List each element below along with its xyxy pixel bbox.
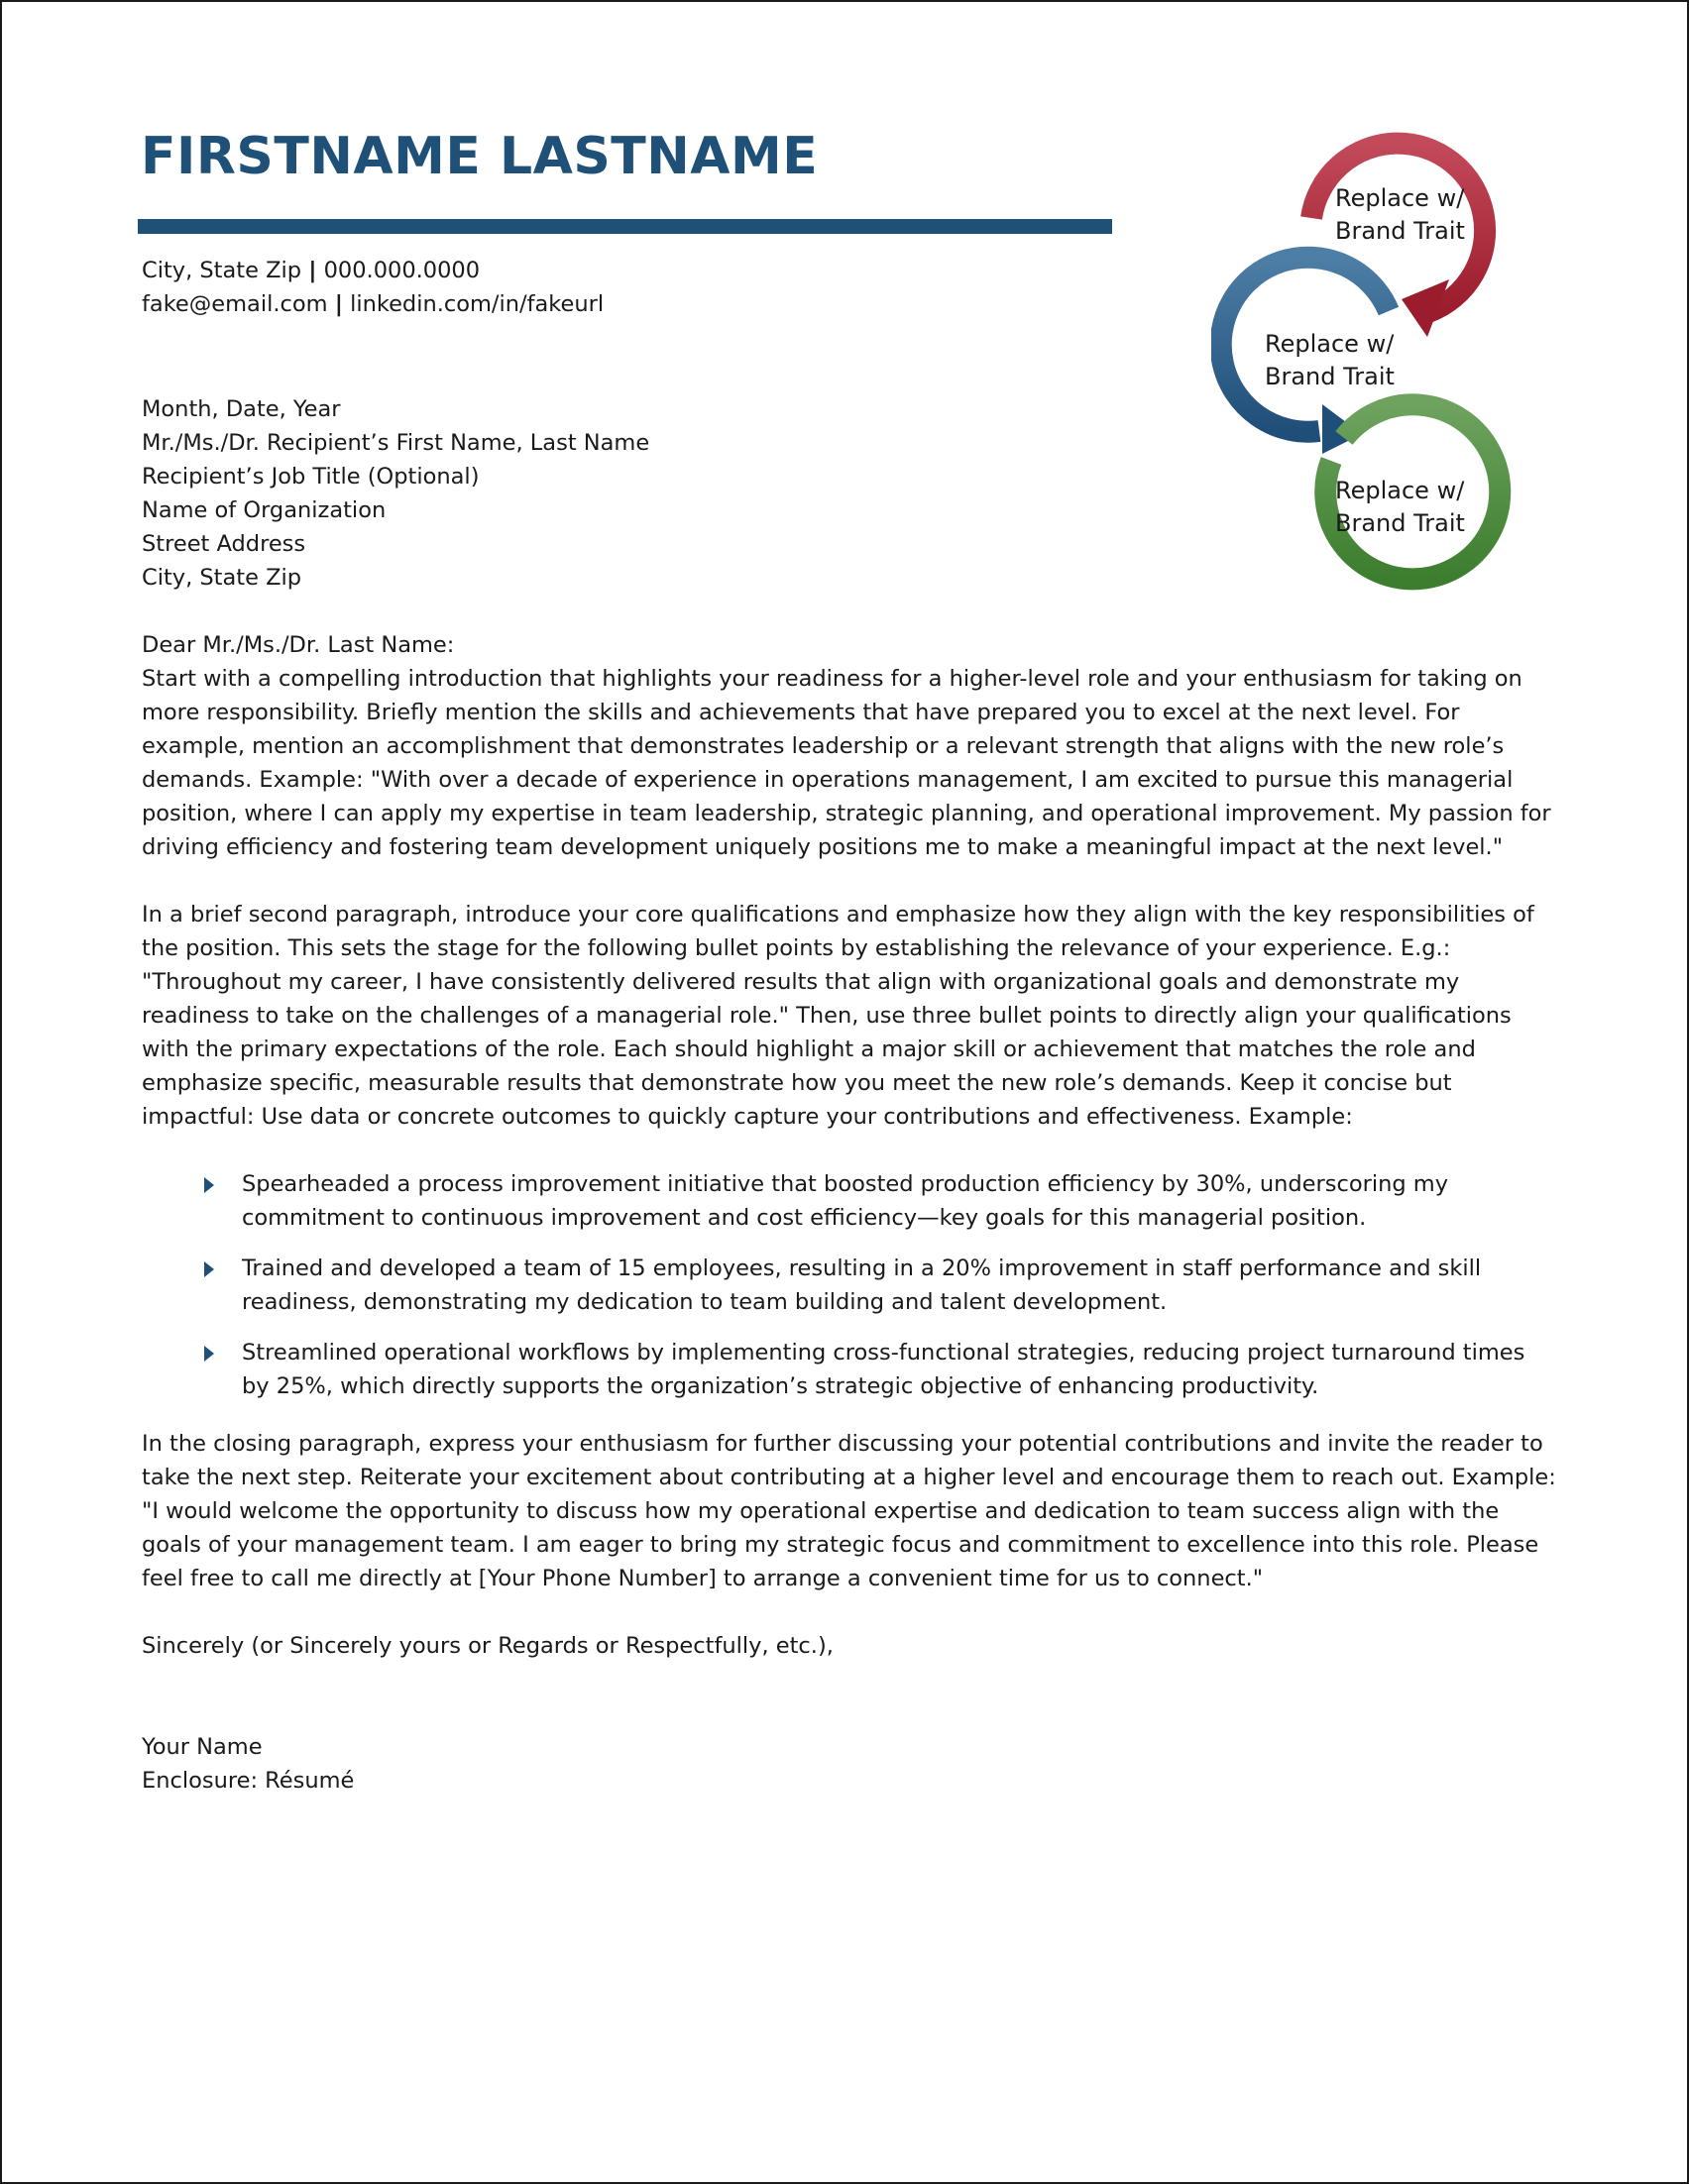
- paragraph-line: driving efficiency and fostering team development uniquely positions me to make a meaningful impact at the next level.": [142, 834, 1504, 860]
- bullet-item: [142, 1167, 1559, 1235]
- brand-trait-label-3: [1335, 475, 1465, 540]
- enclosure-note: Enclosure: Résumé: [142, 1768, 355, 1794]
- contact-separator: |: [334, 291, 343, 317]
- paragraph-line: In a brief second paragraph, introduce your core qualifications and emphasize how they align with the key responsibilities of: [142, 902, 1534, 928]
- paragraph-line: take the next step. Reiterate your excitement about contributing at a higher level and encourage them to reach out. Example:: [142, 1465, 1556, 1490]
- paragraph-line: goals of your management team. I am eager to bring my strategic focus and commitment to excellence into this role. Please: [142, 1532, 1539, 1558]
- triangle-bullet-icon: [204, 1346, 214, 1362]
- bullet-line: Streamlined operational workflows by implementing cross-functional strategies, reducing project turnaround times: [242, 1340, 1525, 1365]
- letter-date: Month, Date, Year: [142, 396, 341, 422]
- closing-salutation: Sincerely (or Sincerely yours or Regards or Respectfully, etc.),: [142, 1633, 834, 1659]
- paragraph-line: demands. Example: "With over a decade of experience in operations management, I am excited to pursue this managerial: [142, 767, 1514, 793]
- brand-trait-label-2: [1265, 328, 1395, 393]
- signature-block: [142, 1730, 1559, 1798]
- paragraph-line: with the primary expectations of the role. Each should highlight a major skill or achievement that matches the role and: [142, 1037, 1476, 1062]
- bullet-line: readiness, demonstrating my dedication to team building and talent development.: [242, 1289, 1168, 1315]
- contact-line-2: [142, 287, 604, 321]
- contact-line-1: [142, 254, 604, 287]
- paragraph-line: emphasize specific, measurable results that demonstrate how you meet the new role’s demands. Keep it concise but: [142, 1070, 1452, 1096]
- paragraph-line: "Throughout my career, I have consistently delivered results that align with organizational goals and demonstrate my: [142, 969, 1460, 995]
- brand-trait-line: Replace w/: [1335, 477, 1465, 504]
- header-rule: [138, 219, 1112, 234]
- recipient-title: Recipient’s Job Title (Optional): [142, 464, 480, 490]
- paragraph-line: Start with a compelling introduction that highlights your readiness for a higher-level role and your enthusiasm for taking on: [142, 666, 1522, 692]
- paragraph-line: example, mention an accomplishment that demonstrates leadership or a relevant strength that aligns with the new role’s: [142, 733, 1505, 759]
- paragraph-closing: [142, 1427, 1559, 1595]
- recipient-city: City, State Zip: [142, 565, 302, 591]
- recipient-organization: Name of Organization: [142, 497, 387, 523]
- paragraph-line: feel free to call me directly at [Your Phone Number] to arrange a convenient time for us to connect.": [142, 1566, 1264, 1591]
- signature-name: Your Name: [142, 1734, 263, 1760]
- brand-trait-label-1: [1335, 182, 1465, 248]
- triangle-bullet-icon: [204, 1261, 214, 1277]
- achievement-bullets: [142, 1167, 1559, 1403]
- recipient-name: Mr./Ms./Dr. Recipient’s First Name, Last Name: [142, 430, 650, 456]
- bullet-line: Spearheaded a process improvement initiative that boosted production efficiency by 30%, underscoring my: [242, 1171, 1449, 1197]
- paragraph-intro: [142, 662, 1559, 864]
- phone-number: 000.000.0000: [323, 258, 481, 283]
- brand-trait-line: Replace w/: [1335, 184, 1465, 212]
- bullet-item: [142, 1252, 1559, 1319]
- applicant-name: FIRSTNAME LASTNAME: [141, 127, 819, 186]
- paragraph-line: readiness to take on the challenges of a managerial role." Then, use three bullet points to directly align your qualifications: [142, 1003, 1512, 1029]
- paragraph-line: position, where I can apply my expertise in team leadership, strategic planning, and operational improvement. My passion for: [142, 801, 1551, 826]
- bullet-line: commitment to continuous improvement and cost efficiency—key goals for this managerial position.: [242, 1205, 1367, 1231]
- brand-trait-line: Brand Trait: [1335, 217, 1465, 245]
- bullet-line: Trained and developed a team of 15 employees, resulting in a 20% improvement in staff performance and skill: [242, 1256, 1482, 1281]
- triangle-bullet-icon: [204, 1177, 214, 1193]
- recipient-street: Street Address: [142, 531, 306, 557]
- paragraph-line: In the closing paragraph, express your enthusiasm for further discussing your potential contributions and invite the reader to: [142, 1431, 1543, 1457]
- paragraph-line: more responsibility. Briefly mention the skills and achievements that have prepared you to excel at the next level. For: [142, 700, 1460, 725]
- brand-traits-diagram: [1211, 101, 1558, 636]
- linkedin-url: linkedin.com/in/fakeurl: [350, 291, 605, 317]
- brand-trait-line: Replace w/: [1265, 330, 1395, 358]
- contact-separator: |: [308, 258, 317, 283]
- brand-trait-line: Brand Trait: [1335, 509, 1465, 537]
- email-address: fake@email.com: [142, 291, 328, 317]
- paragraph-line: the position. This sets the stage for the following bullet points by establishing the relevance of your experience. E.g.:: [142, 935, 1451, 961]
- contact-info: [142, 254, 604, 321]
- paragraph-qualifications: [142, 898, 1559, 1134]
- paragraph-line: impactful: Use data or concrete outcomes to quickly capture your contributions and effectiveness. Example:: [142, 1104, 1353, 1130]
- city-state-zip: City, State Zip: [142, 258, 302, 283]
- brand-trait-line: Brand Trait: [1265, 363, 1395, 390]
- salutation: Dear Mr./Ms./Dr. Last Name:: [142, 632, 455, 658]
- paragraph-line: "I would welcome the opportunity to discuss how my operational expertise and dedication to team success align with the: [142, 1498, 1500, 1524]
- bullet-item: [142, 1336, 1559, 1403]
- bullet-line: by 25%, which directly supports the organization’s strategic objective of enhancing productivity.: [242, 1373, 1319, 1399]
